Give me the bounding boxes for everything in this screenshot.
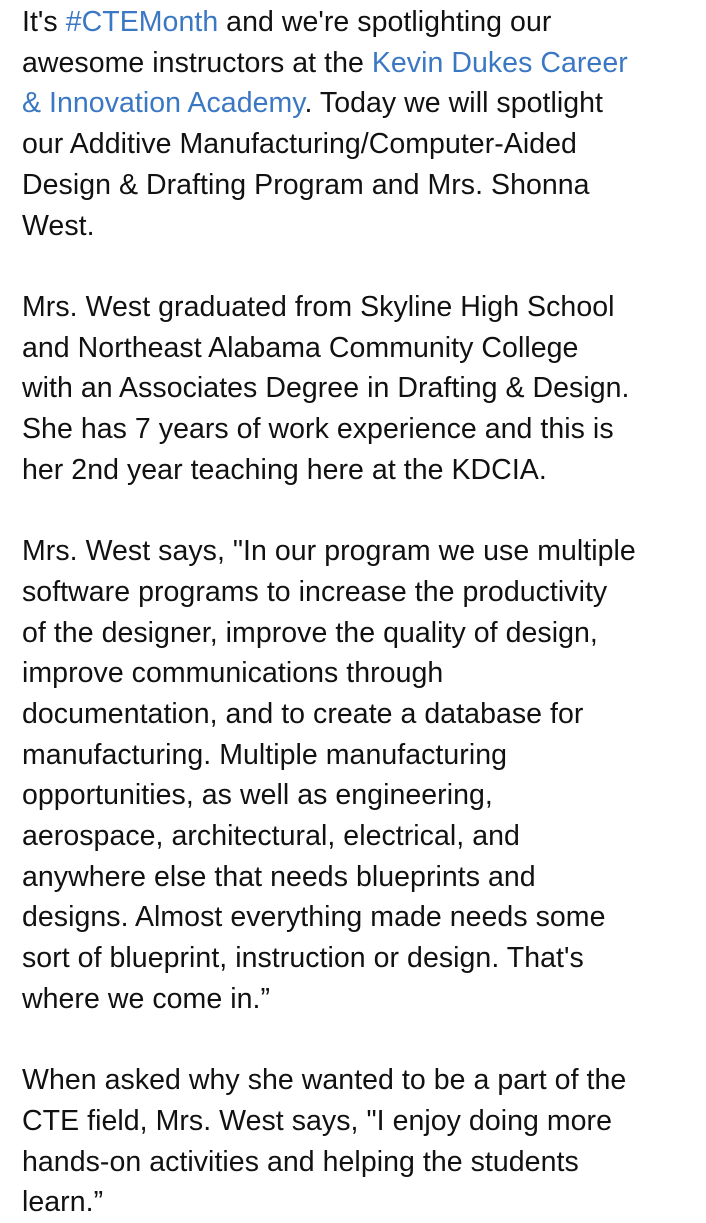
text-line: improve communications through — [22, 657, 444, 690]
text-line: with an Associates Degree in Drafting & Design. — [22, 372, 630, 405]
paragraph-intro — [22, 2, 692, 246]
hashtag-link-ctemonth[interactable]: #CTEMonth — [65, 6, 219, 38]
text-line: When asked why she wanted to be a part of the — [22, 1064, 627, 1097]
text-line: Design & Drafting Program and Mrs. Shonna — [22, 168, 590, 201]
text-line: learn.” — [22, 1186, 104, 1219]
text-line: hands-on activities and helping the students — [22, 1145, 579, 1178]
text-line: where we come in.” — [22, 982, 270, 1015]
text-line: our Additive Manufacturing/Computer-Aided — [22, 128, 577, 161]
text-segment: . Today we will spotlight — [304, 87, 604, 120]
text-line — [22, 43, 692, 84]
mention-link-academy[interactable]: Kevin Dukes Career — [371, 46, 628, 79]
text-line: opportunities, as well as engineering, — [22, 779, 493, 812]
text-line: and Northeast Alabama Community College — [22, 331, 579, 364]
paragraph-program-quote — [22, 531, 692, 1019]
text-line: manufacturing. Multiple manufacturing — [22, 738, 508, 771]
text-line: She has 7 years of work experience and this is — [22, 413, 614, 446]
text-line: Mrs. West graduated from Skyline High School — [22, 290, 615, 323]
text-line: software programs to increase the productivity — [22, 575, 608, 608]
text-line — [22, 83, 692, 124]
text-line: West. — [22, 209, 95, 242]
text-line: her 2nd year teaching here at the KDCIA. — [22, 453, 547, 486]
text-line: sort of blueprint, instruction or design. That's — [22, 942, 584, 975]
text-segment: and we're spotlighting our — [218, 6, 552, 38]
text-line: anywhere else that needs blueprints and — [22, 860, 536, 893]
text-line — [22, 2, 692, 43]
text-line: documentation, and to create a database for — [22, 697, 584, 730]
text-line: Mrs. West says, "In our program we use multiple — [22, 535, 636, 568]
text-line: of the designer, improve the quality of design, — [22, 616, 598, 649]
text-line: CTE field, Mrs. West says, "I enjoy doing more — [22, 1104, 613, 1137]
mention-link-academy-cont[interactable]: & Innovation Academy — [22, 87, 305, 120]
text-line: designs. Almost everything made needs some — [22, 901, 606, 934]
paragraph-background — [22, 287, 692, 491]
text-segment: awesome instructors at the — [22, 46, 372, 79]
text-line: aerospace, architectural, electrical, and — [22, 820, 520, 853]
text-segment: It's — [22, 6, 66, 38]
paragraph-cte-quote — [22, 1060, 692, 1223]
